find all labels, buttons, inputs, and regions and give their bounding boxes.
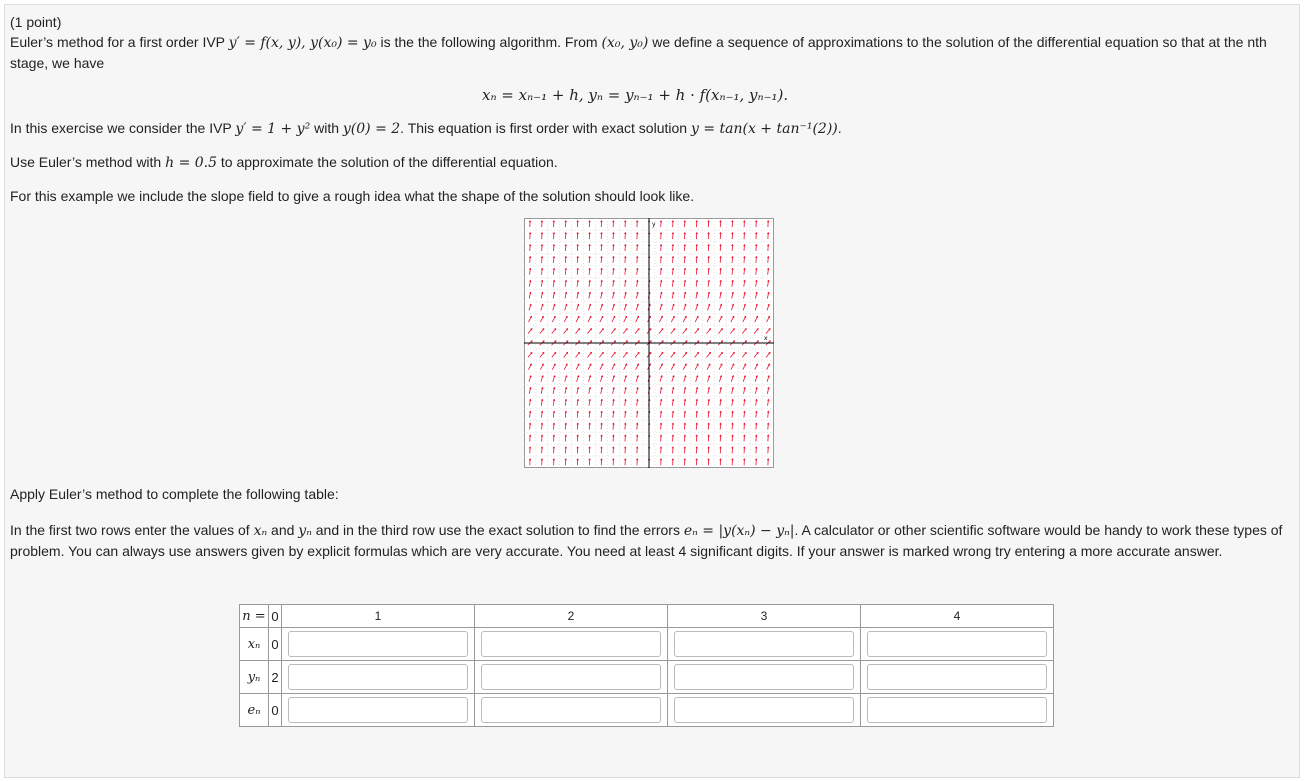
column-header-2: 2 <box>475 605 668 628</box>
yn-input-1[interactable] <box>288 664 468 690</box>
en-cell-3 <box>668 694 861 727</box>
xn-initial: 0 <box>269 628 282 661</box>
ivp-math-initial: y(0) = 2 <box>342 121 401 137</box>
slope-field-paragraph: For this example we include the slope field to give a rough idea what the shape of the solution should look like. <box>10 188 695 204</box>
rows-text-c: and in the third row use the exact solution to find the errors <box>311 522 684 538</box>
yn-initial: 2 <box>269 661 282 694</box>
intro-text-b: is the the following algorithm. From <box>376 34 602 50</box>
en-cell-4 <box>861 694 1054 727</box>
row-label-en: eₙ <box>240 694 269 727</box>
table-header-row <box>240 605 1054 628</box>
euler-formula: xₙ = xₙ₋₁ + h, yₙ = yₙ₋₁ + h · f(xₙ₋₁, yₙ₋₁). <box>482 86 789 104</box>
use-paragraph <box>10 154 558 171</box>
en-initial: 0 <box>269 694 282 727</box>
rows-text-d: . A calculator or other scientific software would be handy to work these types of problem. You can always use answers given by explicit formulas which are very accurate. You need at least 4 significant digits. If your answer is marked wrong try entering a more accurate answer. <box>10 522 1283 559</box>
rows-text-b: and <box>267 522 299 538</box>
en-input-2[interactable] <box>481 697 661 723</box>
n0-cell: 0 <box>269 605 282 628</box>
xn-input-2[interactable] <box>481 631 661 657</box>
yn-cell-3 <box>668 661 861 694</box>
en-input-3[interactable] <box>674 697 854 723</box>
xn-input-1[interactable] <box>288 631 468 657</box>
xn-input-4[interactable] <box>867 631 1047 657</box>
yn-cell-4 <box>861 661 1054 694</box>
rows-paragraph <box>10 520 1285 561</box>
ivp-text-d: . <box>837 120 842 136</box>
intro-math-initial: (x₀, y₀) <box>601 35 649 51</box>
xn-input-3[interactable] <box>674 631 854 657</box>
en-cell-2 <box>475 694 668 727</box>
xn-cell-2 <box>475 628 668 661</box>
row-label-xn: xₙ <box>240 628 269 661</box>
column-header-1: 1 <box>282 605 475 628</box>
en-input-1[interactable] <box>288 697 468 723</box>
intro-paragraph <box>10 32 1285 73</box>
en-cell-1 <box>282 694 475 727</box>
column-header-4: 4 <box>861 605 1054 628</box>
yn-input-3[interactable] <box>674 664 854 690</box>
euler-table <box>239 604 1054 727</box>
table-row-xn <box>240 628 1054 661</box>
slope-field-image <box>524 218 774 468</box>
column-header-3: 3 <box>668 605 861 628</box>
xn-cell-1 <box>282 628 475 661</box>
yn-input-2[interactable] <box>481 664 661 690</box>
yn-cell-2 <box>475 661 668 694</box>
n-label: n = <box>240 605 269 628</box>
rows-math-xn: xₙ <box>253 523 268 539</box>
ivp-math-exact: y = tan(x + tan⁻¹(2)) <box>690 121 838 137</box>
xn-cell-3 <box>668 628 861 661</box>
rows-math-error: eₙ = |y(xₙ) − yₙ| <box>683 523 795 539</box>
rows-math-yn: yₙ <box>298 523 312 539</box>
intro-text-a: Euler’s method for a first order IVP <box>10 34 229 50</box>
use-text-a: Use Euler’s method with <box>10 154 166 170</box>
x-axis-label: x <box>764 335 768 342</box>
use-text-b: to approximate the solution of the differential equation. <box>217 154 558 170</box>
y-axis-label: y <box>652 221 656 228</box>
xn-cell-4 <box>861 628 1054 661</box>
ivp-text-a: In this exercise we consider the IVP <box>10 120 236 136</box>
yn-input-4[interactable] <box>867 664 1047 690</box>
table-row-yn <box>240 661 1054 694</box>
en-input-4[interactable] <box>867 697 1047 723</box>
table-row-en <box>240 694 1054 727</box>
yn-cell-1 <box>282 661 475 694</box>
ivp-math-equation: y′ = 1 + y² <box>235 121 311 137</box>
apply-paragraph: Apply Euler’s method to complete the following table: <box>10 486 339 502</box>
ivp-text-b: with <box>310 120 343 136</box>
points-label: (1 point) <box>10 14 62 30</box>
intro-math-ivp: y′ = f(x, y), y(x₀) = y₀ <box>228 35 377 51</box>
row-label-yn: yₙ <box>240 661 269 694</box>
use-math-h: h = 0.5 <box>165 155 218 171</box>
rows-text-a: In the first two rows enter the values of <box>10 522 254 538</box>
ivp-text-c: . This equation is first order with exact solution <box>400 120 691 136</box>
ivp-paragraph <box>10 120 842 137</box>
intro-text-c: we define a sequence of approximations to the solution of the differential equation so that at the nth stage, we have <box>10 34 1267 71</box>
